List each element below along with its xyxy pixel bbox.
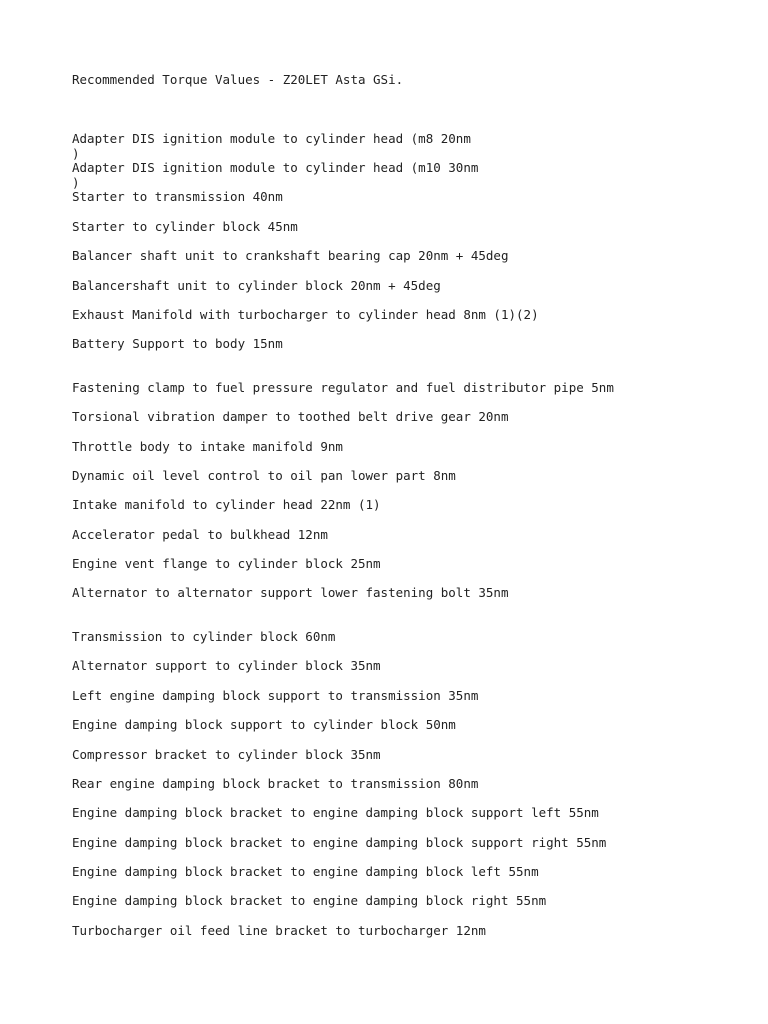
torque-line: Engine damping block support to cylinder block 50nm <box>72 717 456 732</box>
torque-line: Torsional vibration damper to toothed belt drive gear 20nm <box>72 409 509 424</box>
torque-line: Dynamic oil level control to oil pan lower part 8nm <box>72 468 456 483</box>
torque-line: Throttle body to intake manifold 9nm <box>72 439 343 454</box>
torque-line: ) <box>72 175 80 190</box>
torque-line: Engine vent flange to cylinder block 25nm <box>72 556 381 571</box>
document-page <box>72 0 752 1024</box>
torque-line: Accelerator pedal to bulkhead 12nm <box>72 527 328 542</box>
torque-line: Engine damping block bracket to engine damping block right 55nm <box>72 893 547 908</box>
torque-line: Engine damping block bracket to engine damping block left 55nm <box>72 864 539 879</box>
torque-line: Adapter DIS ignition module to cylinder head (m10 30nm <box>72 160 479 175</box>
torque-line: Left engine damping block support to transmission 35nm <box>72 688 479 703</box>
torque-line: Alternator to alternator support lower fastening bolt 35nm <box>72 585 509 600</box>
torque-line: Starter to cylinder block 45nm <box>72 219 298 234</box>
torque-line: Balancershaft unit to cylinder block 20nm + 45deg <box>72 278 441 293</box>
torque-line: Engine damping block bracket to engine damping block support right 55nm <box>72 835 607 850</box>
torque-line: Adapter DIS ignition module to cylinder head (m8 20nm <box>72 131 471 146</box>
torque-line: Rear engine damping block bracket to transmission 80nm <box>72 776 479 791</box>
torque-line: Alternator support to cylinder block 35nm <box>72 658 381 673</box>
torque-line: Exhaust Manifold with turbocharger to cylinder head 8nm (1)(2) <box>72 307 539 322</box>
torque-line: Battery Support to body 15nm <box>72 336 283 351</box>
torque-line: Intake manifold to cylinder head 22nm (1) <box>72 497 381 512</box>
torque-line: Turbocharger oil feed line bracket to turbocharger 12nm <box>72 923 486 938</box>
torque-line: ) <box>72 146 80 161</box>
torque-line: Compressor bracket to cylinder block 35nm <box>72 747 381 762</box>
torque-line: Starter to transmission 40nm <box>72 189 283 204</box>
torque-line: Transmission to cylinder block 60nm <box>72 629 336 644</box>
torque-line: Fastening clamp to fuel pressure regulator and fuel distributor pipe 5nm <box>72 380 614 395</box>
torque-line: Balancer shaft unit to crankshaft bearing cap 20nm + 45deg <box>72 248 509 263</box>
torque-line: Engine damping block bracket to engine damping block support left 55nm <box>72 805 599 820</box>
document-title: Recommended Torque Values - Z20LET Asta GSi. <box>72 72 404 87</box>
